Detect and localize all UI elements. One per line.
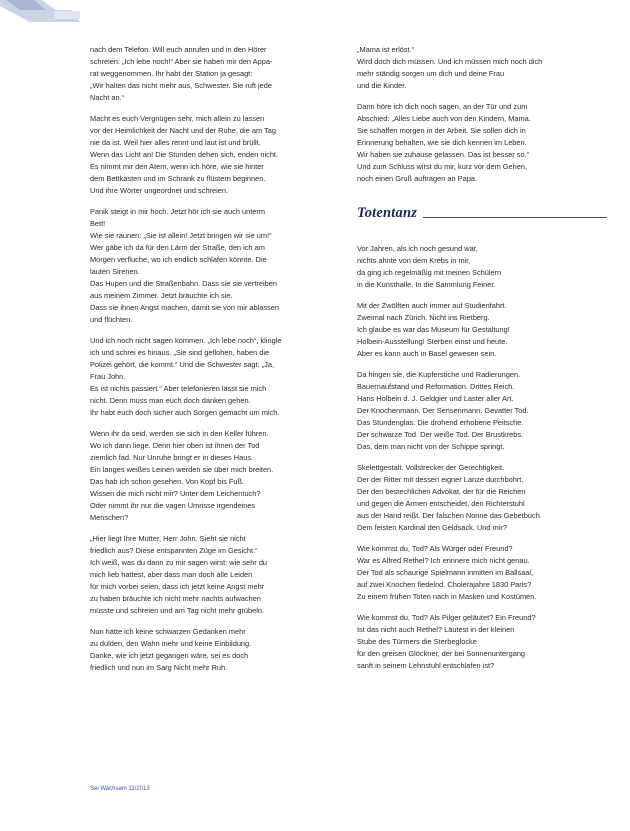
text-line: für den greisen Glöckner, der bei Sonnenuntergang [357,649,526,658]
paragraph [357,243,607,291]
text-line: Bauernaufstand und Reformation. Drittes Reich. [357,382,515,391]
text-line: Ich glaube es war das Museum für Gestaltung! [357,325,510,334]
text-line: sanft in seinem Lehnstuhl entschlafen ist? [357,661,495,670]
text-line: zu dulden, den Wahn mehr und keine Einbildung. [90,639,252,648]
text-line: müsste und schreien und am Tag nicht mehr grübeln. [90,606,265,615]
text-line: auf zwei Knochen fiedelnd. Cholerajahre 1830 Paris? [357,580,532,589]
paragraph [357,369,607,453]
text-line: Es ist nichts passiert.“ Aber telefonieren lässt sie mich [90,384,267,393]
paragraph [357,300,607,360]
text-line: Polizei gehört, die kommt.“ Und die Schwester sagt: „Ja, [90,360,275,369]
text-line: Ein langes weißes Leinen werden sie über mich breiten. [90,465,274,474]
text-line: Das Stundenglas. Die drohend erhobene Peitsche. [357,418,524,427]
text-line: noch einen Gruß auftragen an Papa. [357,174,477,183]
paragraph [357,44,607,92]
text-line: dem Bettkasten und im Schrank zu flüstern beginnen. [90,174,266,183]
text-line: Das hab ich schon gesehen. Von Kopf bis Fuß. [90,477,245,486]
text-line: Der Tod als schaurige Spielmann inmitten im Ballsaal, [357,568,534,577]
text-line: Zweimal nach Zürich. Nicht ins Rietberg. [357,313,490,322]
text-line: Nun hätte ich keine schwarzen Gedanken mehr [90,627,246,636]
right-column-body [357,243,607,672]
text-line: nach dem Telefon. Will euch anrufen und in den Hörer [90,45,267,54]
text-line: rat weggenommen. Ihr habt der Station ja gesagt: [90,69,253,78]
text-line: nie da ist. Weil hier alles rennt und laut ist und brüllt. [90,138,261,147]
text-line: nichts ahnte von dem Krebs in mir, [357,256,471,265]
text-line: Danke, wie ich jetzt gegangen wäre, sei es doch [90,651,249,660]
text-line: Abschied: „Alles Liebe auch von den Kindern, Mama. [357,114,531,123]
text-line: War es Alfred Rethel? Ich erinnere mich nicht genau. [357,556,530,565]
text-line: Wenn das Licht an! Die Stunden dehen sich, enden nicht. [90,150,279,159]
text-line: Und zum Schluss wirst du mir, kurz vor dem Gehen, [357,162,528,171]
text-line: da ging ich regelmäßig mit meinen Schülern [357,268,502,277]
text-line: Der schwarze Tod. Der weiße Tod. Der Brustkrebs. [357,430,524,439]
text-line: Menschen? [90,513,129,522]
text-line: Der der Ritter mit dessen eigner Lanze durchbohrt. [357,475,524,484]
text-line: „Hier liegt Ihre Mutter, Herr John. Sieht sie nicht [90,534,246,543]
text-line: Aber es kann auch in Basel gewesen sein. [357,349,497,358]
text-line: Oder nimmt ihr nur die vagen Umrisse irgendeines [90,501,256,510]
paragraph [357,543,607,603]
text-line: mich lieb hattest, aber dass man doch alle Leiden [90,570,253,579]
paragraph [90,113,330,197]
text-line: schreien: „Ich lebe noch!“ Aber sie haben mir den Appa- [90,57,273,66]
text-line: aus meinem Zimmer. Jetzt bräuchte ich sie. [90,291,233,300]
corner-logo-mark [0,0,90,22]
text-line: Der den bestechlichen Advokat, der für die Reichen [357,487,526,496]
paragraph [90,626,330,674]
paragraph [90,533,330,617]
text-line: Skelettgestalt. Vollstrecker der Gerechtigkeit. [357,463,505,472]
text-line: Ich weiß, was du dann zu mir sagen wirst: wie sehr du [90,558,268,567]
text-line: Frau John. [90,372,126,381]
text-line: lauten Sirenen. [90,267,140,276]
text-line: Wie kommst du, Tod? Als Pilger geläutet? Ein Freund? [357,613,536,622]
text-line: friedlich und nun im Sarg Nicht mehr Ruh. [90,663,228,672]
text-line: Bett! [90,219,106,228]
text-line: aus der Hand reißt. Der falschen Nonne das Gebetbuch. [357,511,542,520]
text-line: und gegen die Armen entscheidet, den Richterstuhl [357,499,525,508]
text-line: ich und schrei es hinaus. „Sie sind geflohen, haben die [90,348,270,357]
text-line: Holbein-Ausstellung! Sterben einst und heute. [357,337,508,346]
paragraph [357,462,607,534]
right-column-intro [357,44,607,185]
text-line: Wir haben sie zuhause gelassen. Das ist besser so.“ [357,150,530,159]
text-line: Und ich noch nicht sagen kommen. „Ich lebe noch“, klingle [90,336,282,345]
text-line: Der Knochenmann. Der Sensenmann. Gevatter Tod. [357,406,529,415]
text-line: Hans Holbein d. J. Geldgier und Laster aller Art. [357,394,514,403]
text-line: in die Kunsthalle. In die Sammlung Feiner. [357,280,496,289]
text-line: Wie kommst du, Tod? Als Würger oder Freund? [357,544,513,553]
text-line: friedlich aus? Diese entspannten Züge im Gesicht.“ [90,546,258,555]
text-line: Macht es euch Vergnügen sehr, mich allein zu lassen [90,114,265,123]
paragraph [90,428,330,524]
text-line: Wie sie raunen: „Sie ist allein! Jetzt bringen wir sie um!“ [90,231,272,240]
text-line: „Mama ist erlöst.“ [357,45,415,54]
paragraph [90,335,330,419]
right-column [357,44,607,681]
text-line: Wo ich dann liege. Denn hier oben ist ihnen der Tod [90,441,260,450]
paragraph [357,101,607,185]
section-heading [357,205,607,221]
text-line: „Wir halten das nicht mehr aus, Schwester. Sie ruft jede [90,81,272,90]
text-line: Mit der Zwölften auch immer auf Studienfahrt. [357,301,507,310]
text-line: Zu einem frühen Toten nach in Masken und Kostümen. [357,592,537,601]
text-line: nicht. Denn muss man euch doch danken gehen. [90,396,251,405]
text-line: Wird doch dich müssen. Und ich müssen mich noch dich [357,57,543,66]
title-rule [423,217,607,218]
text-line: und die Kinder. [357,81,407,90]
text-line: Und ihre Wörter ungeordnet und schreien. [90,186,229,195]
text-line: ziemlich fad. Nur Unruhe bringt er in dieses Haus. [90,453,254,462]
left-column [90,44,330,683]
text-line: Wissen die mich nicht mir? Unter dem Leichentuch? [90,489,261,498]
text-line: Da hingen sie, die Kupferstiche und Radierungen. [357,370,521,379]
paragraph [90,206,330,326]
text-line: Das, dem man nicht von der Schippe springt. [357,442,505,451]
text-line: für mich vorbei seien, dass ich jetzt keine Angst mehr [90,582,265,591]
text-line: Vor Jahren, als ich noch gesund war, [357,244,478,253]
text-line: Dann höre ich dich noch sagen, an der Tür und zum [357,102,528,111]
text-line: Stube des Türmers die Sterbeglocke [357,637,477,646]
page-footer: Sei Wachsam 11/2013 [90,786,150,792]
text-line: Morgen verfluche, wo ich endlich schlafen könnte. Die [90,255,267,264]
text-line: Dass sie ihnen Angst machen, damit sie von mir ablassen [90,303,279,312]
text-line: und flüchten. [90,315,133,324]
text-line: vor der Heimlichkeit der Nacht und der Ruhe, die am Tag [90,126,276,135]
text-line: Erinnerung behalten, wie sie dich kennen im Leben. [357,138,527,147]
text-line: zu haben bräuchte ich nicht mehr nachts aufwachen [90,594,261,603]
text-line: Es nimmt mir den Atem, wenn ich höre, wie sie hinter [90,162,264,171]
text-line: Sie schaffen morgen in der Arbeit. Sie sollen dich in [357,126,526,135]
text-line: Wenn ihr da seid, werden sie sich in den Keller führen. [90,429,269,438]
text-line: Ist das nicht auch Rethel? Läutest in der kleinen [357,625,515,634]
text-line: Das Hupen und die Straßenbahn. Dass sie sie vertreiben [90,279,277,288]
paragraph [90,44,330,104]
section-title: Totentanz [357,205,418,221]
text-line: Panik steigt in mir hoch. Jetzt hör ich sie auch unterm [90,207,265,216]
text-line: Nacht an.“ [90,93,125,102]
text-line: mehr ständig sorgen um dich und deine Frau [357,69,505,78]
paragraph [357,612,607,672]
text-line: Ihr habt euch doch sicher auch Sorgen gemacht um mich. [90,408,280,417]
text-line: Dem feisten Kardinal den Geldsack. Und mir? [357,523,507,532]
text-line: Wer gäbe ich da für den Lärm der Straße, den ich am [90,243,265,252]
